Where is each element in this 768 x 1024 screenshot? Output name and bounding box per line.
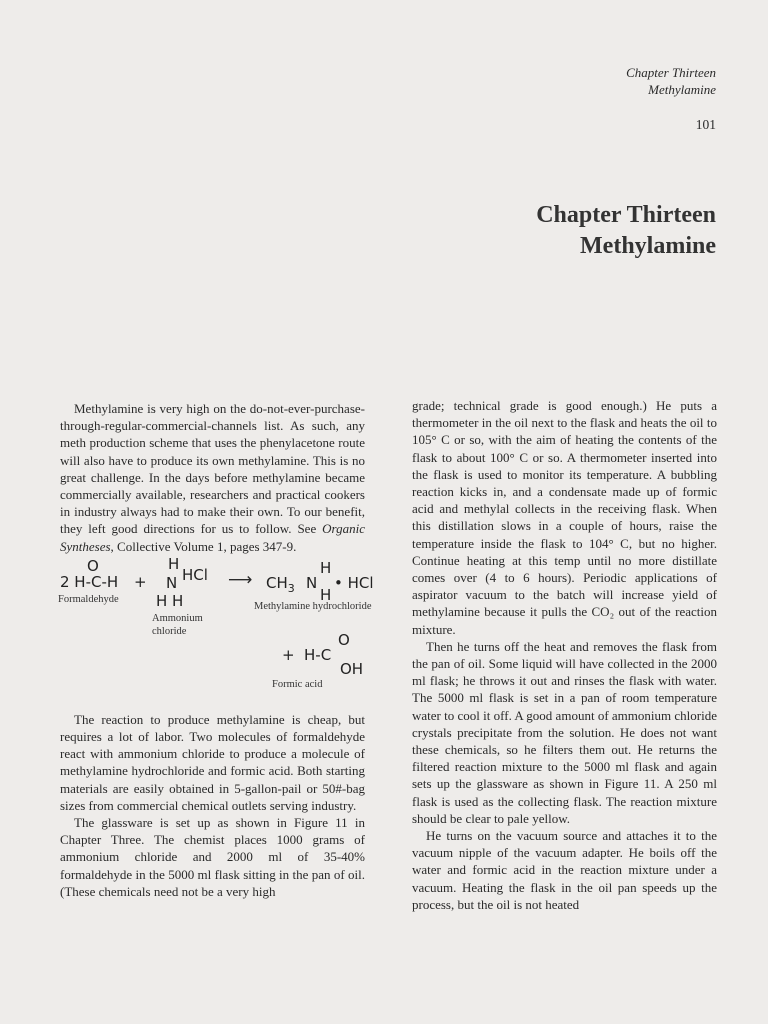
chapter-title-line2: Methylamine	[580, 233, 716, 259]
product-formula	[266, 573, 295, 595]
label-ammonium-line2: chloride	[152, 625, 187, 637]
formaldehyde-oxygen: O	[87, 556, 99, 575]
running-head	[626, 64, 716, 98]
reaction-arrow: ⟶	[228, 569, 253, 590]
chapter-title	[536, 200, 716, 262]
formaldehyde-formula: 2 H-C-H	[60, 572, 119, 591]
product-hcl: • HCl	[334, 573, 374, 592]
paragraph-glassware: The glassware is set up as shown in Figure 11 in Chapter Three. The chemist places 1000 grams of ammonium chloride and 2000 ml of 35-40% formaldehyde in the 5000 ml flask sitting in the pan of oil. (These chemicals need not be a very high	[60, 815, 365, 899]
intro-text-b: , Collective Volume 1, pages 347-9.	[110, 538, 297, 554]
paragraph-heating: grade; technical grade is good enough.) He puts a thermometer in the oil next to the flask and heats the oil to 105° C or so, with the aim of heating the contents of the flask to about 100° C or so. A thermometer inserted into the flask is used to monitor its temperature. A bubbling reaction kicks in, and a condensate made up of formic acid and methylal collects in the receiving flask. When this distillation slows in a couple of hours, raise the temperature inside the flask to 104° C, but no higher. Continue heating at this temp until no more distillate comes over (4 to 6 hours). Periodic applications of aspirator vacuum to the batch will increase yield of methylamine because it pulls the CO₂ out of the reaction mixture.	[412, 398, 717, 637]
formic-formula: H-C	[304, 645, 332, 664]
left-column	[58, 400, 374, 900]
product-nitrogen: N	[306, 573, 318, 592]
paragraph-reaction: The reaction to produce methylamine is cheap, but requires a lot of labor. Two molecules of formaldehyde react with ammonium chloride to produce a molecule of methylamine hydrochloride and formic acid. Both starting materials are easily obtained in 5-gallon-pail or 50#-bag sizes from commercial chemical outlets serving industry.	[60, 711, 365, 813]
reaction-scheme	[58, 554, 388, 705]
label-ammonium-line1: Ammonium	[152, 612, 203, 624]
plus-sign-1: +	[134, 572, 147, 591]
product-ch: CH	[266, 573, 288, 592]
ammonium-hcl: HCl	[182, 565, 208, 584]
label-methylamine-hydrochloride: Methylamine hydrochloride	[254, 600, 372, 612]
ammonium-nitrogen: N	[166, 573, 178, 592]
label-formic-acid: Formic acid	[272, 678, 323, 690]
intro-book-title: Organic Syntheses	[60, 521, 365, 554]
label-formaldehyde: Formaldehyde	[58, 593, 119, 605]
ammonium-h-bottom: H H	[156, 591, 184, 610]
product-h-top: H	[320, 558, 332, 577]
formic-hydroxyl: OH	[340, 659, 364, 678]
product-h-bottom: H	[320, 585, 332, 604]
chapter-title-line1: Chapter Thirteen	[536, 202, 716, 228]
paragraph-cooling: Then he turns off the heat and removes the flask from the pan of oil. Some liquid will have collected in the 2000 ml flask; he throws it out and rinses the flask with water. The 5000 ml flask is set in a pan of room temperature water to cool it off. A good amount of ammonium chloride crystals precipitate from the solution. He does not want these chemicals, so he filters them out. He returns the filtered reaction mixture to the 5000 ml flask and again sets up the glassware as shown in Figure 11. A 250 ml flask is used as the collecting flask. The reaction mixture should be clear to pale yellow.	[412, 638, 717, 826]
page-number: 101	[695, 117, 716, 132]
product-subscript: 3	[287, 581, 295, 595]
paragraph-intro	[60, 400, 365, 555]
plus-sign-2: +	[282, 645, 295, 664]
ammonium-h-top: H	[168, 554, 180, 573]
running-head-topic: Methylamine	[648, 82, 716, 97]
right-column	[412, 397, 717, 913]
running-head-chapter: Chapter Thirteen	[626, 65, 716, 80]
intro-text-a: Methylamine is very high on the do-not-ever-purchase-through-regular-commercial-channels list. As such, any meth production scheme that uses the phenylacetone route will also have to produce its own methylamine. This is no great challenge. In the days before methylamine became commercially available, researchers and practical cookers in industry always had to make their own. To our benefit, they left good directions for us to follow. See	[60, 401, 365, 537]
paragraph-vacuum: He turns on the vacuum source and attaches it to the vacuum nipple of the vacuum adapter. He boils off the water and formic acid in the reaction mixture under a vacuum. Heating the flask in the oil pan speeds up the process, but the oil is not heated	[412, 828, 717, 912]
formic-oxygen: O	[338, 630, 350, 649]
